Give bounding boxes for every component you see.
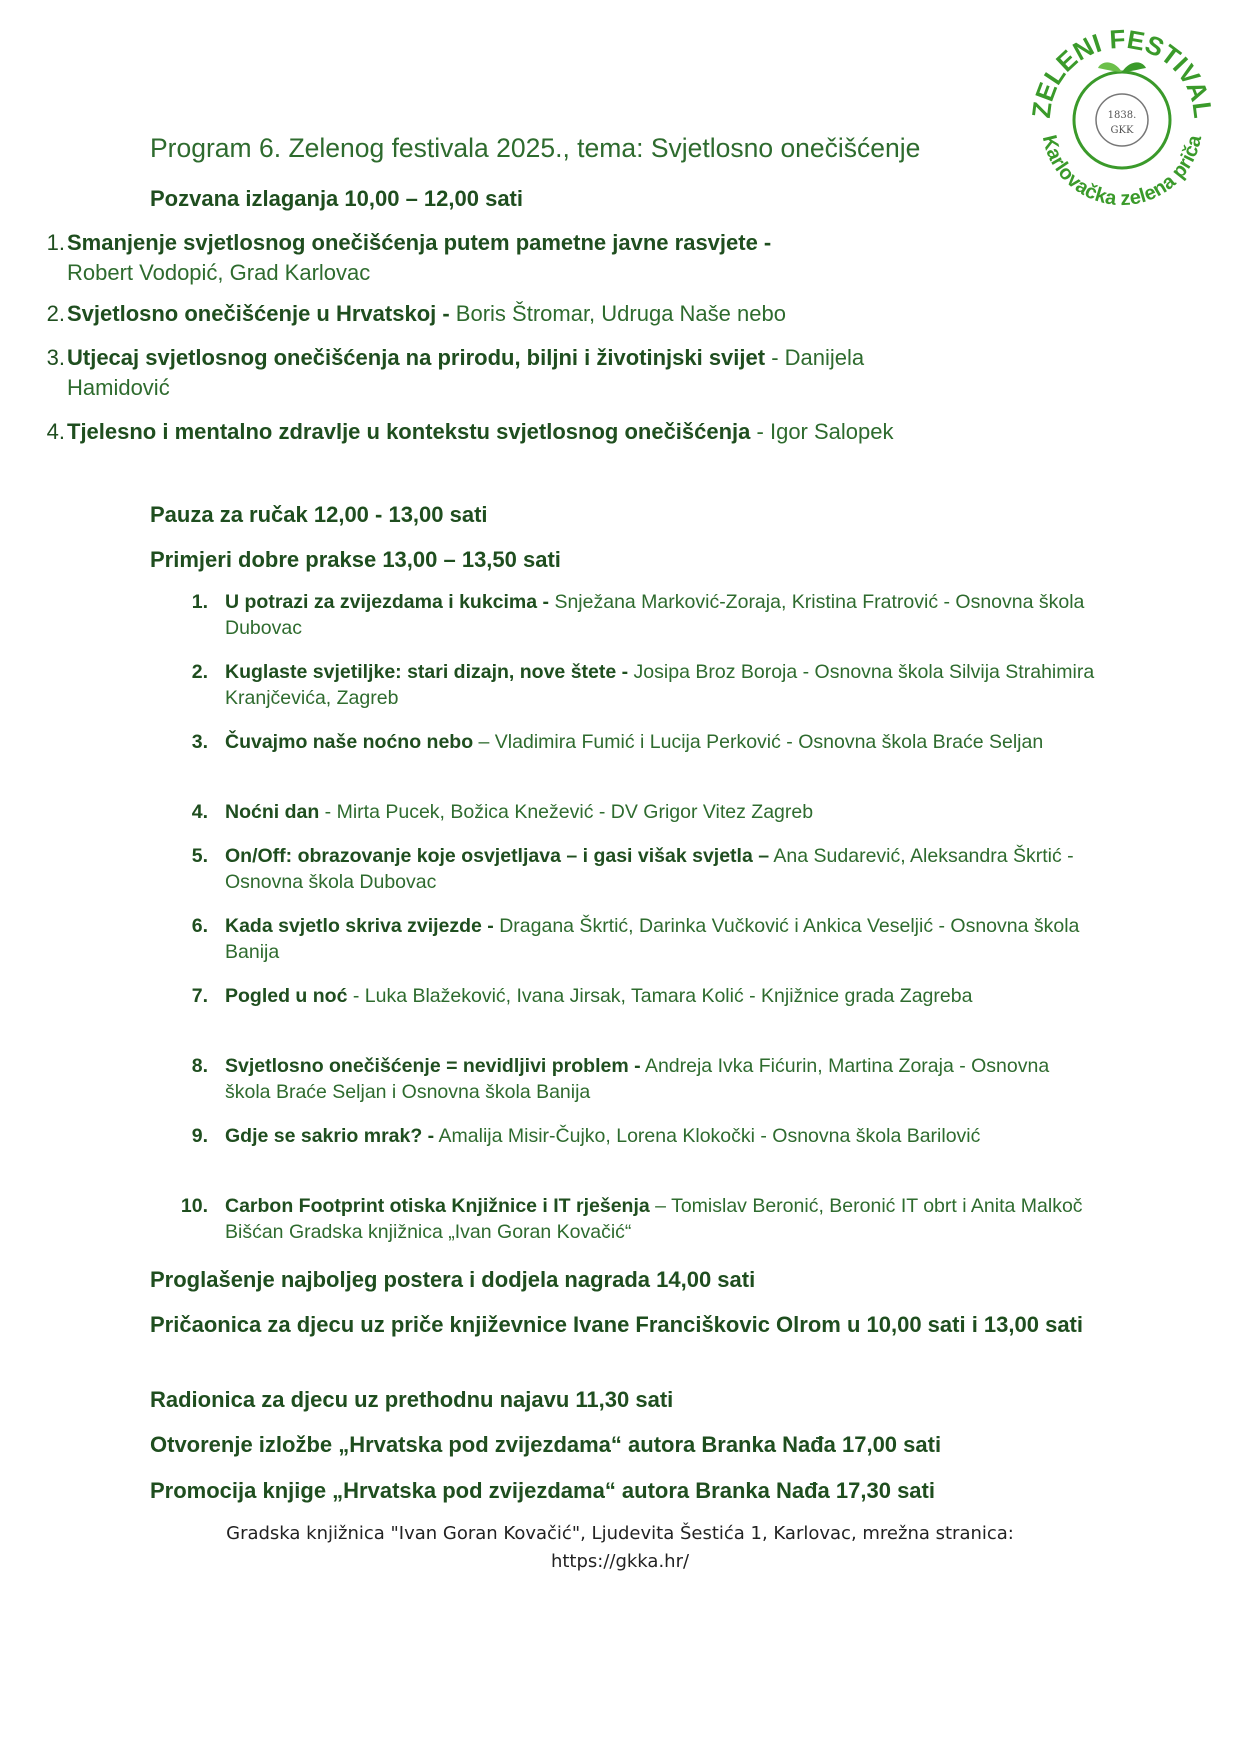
- footer: [150, 1520, 1090, 1576]
- practice-title: Svjetlosno onečišćenje = nevidljivi problem -: [225, 1055, 641, 1077]
- talk-title: Svjetlosno onečišćenje u Hrvatskoj -: [67, 301, 450, 326]
- event-line: Pričaonica za djecu uz priče književnice Ivane Franciškovic Olrom u 10,00 sati i 13,00 sati: [150, 1312, 1083, 1337]
- leaf-icon: [1098, 62, 1122, 72]
- list-item-number: 3.: [46, 345, 65, 370]
- list-item-number: 8.: [191, 1055, 208, 1077]
- list-item-number: 4.: [46, 419, 65, 444]
- lunch-break: Pauza za ručak 12,00 - 13,00 sati: [150, 502, 488, 527]
- list-item-number: 4.: [191, 801, 208, 823]
- practice-authors: Dragana Škrtić, Darinka Vučković i Ankica Veseljić - Osnovna škola Banija: [225, 915, 1080, 963]
- talk-title: Tjelesno i mentalno zdravlje u kontekstu svjetlosnog onečišćenja: [67, 419, 751, 444]
- logo-title-path: ZELENI FESTIVAL: [1025, 23, 1219, 120]
- footer-link[interactable]: https://gkka.hr/: [550, 1551, 690, 1572]
- zeleni-festival-logo: [1022, 20, 1222, 220]
- practice-authors: Amalija Misir-Čujko, Lorena Klokočki - Osnovna škola Barilović: [434, 1125, 981, 1147]
- list-item-number: 9.: [191, 1125, 208, 1147]
- seal-year: 1838.: [1107, 110, 1137, 121]
- list-item-number: 3.: [191, 731, 208, 753]
- practice-title: Carbon Footprint otiska Knjižnice i IT rješenja: [225, 1195, 650, 1217]
- practice-title: On/Off: obrazovanje koje osvjetljava – i gasi višak svjetla –: [225, 845, 770, 867]
- practice-authors: - Mirta Pucek, Božica Knežević - DV Grigor Vitez Zagreb: [319, 801, 814, 823]
- list-item-number: 1.: [46, 230, 65, 255]
- event-line: Promocija knjige „Hrvatska pod zvijezdama“ autora Branka Nađa 17,30 sati: [150, 1478, 935, 1503]
- practice-title: Kuglaste svjetiljke: stari dizajn, nove štete -: [225, 661, 629, 683]
- practice-title: U potrazi za zvijezdama i kukcima -: [225, 591, 550, 613]
- practice-authors: – Vladimira Fumić i Lucija Perković - Osnovna škola Braće Seljan: [473, 731, 1044, 753]
- footer-address: Gradska knjižnica "Ivan Goran Kovačić", Ljudevita Šestića 1, Karlovac, mrežna stranica:: [226, 1523, 1014, 1544]
- event-line: Radionica za djecu uz prethodnu najavu 11,30 sati: [150, 1387, 674, 1412]
- practice-authors: Josipa Broz Boroja - Osnovna škola Silvija Strahimira Kranjčevića, Zagreb: [225, 661, 1095, 709]
- page-title: Program 6. Zelenog festivala 2025., tema: Svjetlosno onečišćenje: [150, 133, 921, 163]
- event-line: Proglašenje najboljeg postera i dodjela nagrada 14,00 sati: [150, 1267, 756, 1292]
- practice-title: Kada svjetlo skriva zvijezde -: [225, 915, 494, 937]
- talk-speaker: - Igor Salopek: [750, 419, 894, 444]
- list-item-number: 6.: [191, 915, 208, 937]
- logo-subtitle: [1038, 132, 1207, 210]
- section-heading-good-practice: Primjeri dobre prakse 13,00 – 13,50 sati: [150, 547, 561, 572]
- leaf-icon: [1122, 62, 1146, 72]
- practice-authors: - Luka Blažeković, Ivana Jirsak, Tamara Kolić - Knjižnice grada Zagreba: [347, 985, 973, 1007]
- list-item-number: 10.: [180, 1195, 208, 1217]
- practice-authors: Andreja Ivka Fićurin, Martina Zoraja - Osnovna škola Braće Seljan i Osnovna škola Banija: [225, 1055, 1050, 1103]
- list-item-number: 7.: [191, 985, 208, 1007]
- practice-authors: Snježana Marković-Zoraja, Kristina Fratrović - Osnovna škola Dubovac: [225, 591, 1085, 639]
- seal-letters: GKK: [1110, 125, 1134, 136]
- practice-title: Noćni dan: [225, 801, 320, 823]
- section-heading-invited-talks: Pozvana izlaganja 10,00 – 12,00 sati: [150, 186, 523, 211]
- practice-authors: – Tomislav Beronić, Beronić IT obrt i Anita Malkoč Bišćan Gradska knjižnica „Ivan Goran Kovačić“: [225, 1195, 1083, 1243]
- talk-title: Smanjenje svjetlosnog onečišćenja putem pametne javne rasvjete -: [67, 230, 772, 255]
- talk-speaker: Boris Štromar, Udruga Naše nebo: [449, 301, 786, 326]
- list-item-number: 2.: [46, 301, 65, 326]
- logo-subtitle-path: Karlovačka zelena priča: [1037, 132, 1207, 211]
- practice-authors: Ana Sudarević, Aleksandra Škrtić - Osnovna škola Dubovac: [225, 845, 1074, 893]
- event-line: Otvorenje izložbe „Hrvatska pod zvijezdama“ autora Branka Nađa 17,00 sati: [150, 1432, 942, 1457]
- talk-speaker: - Danijela Hamidović: [67, 345, 865, 400]
- list-item-number: 1.: [191, 591, 208, 613]
- list-item-number: 5.: [191, 845, 208, 867]
- practice-title: Čuvajmo naše noćno nebo: [225, 731, 474, 753]
- talk-speaker: Robert Vodopić, Grad Karlovac: [67, 260, 371, 285]
- talk-title: Utjecaj svjetlosnog onečišćenja na prirodu, biljni i životinjski svijet: [67, 345, 766, 370]
- list-item-number: 2.: [191, 661, 208, 683]
- practice-title: Gdje se sakrio mrak? -: [225, 1125, 435, 1147]
- practice-title: Pogled u noć: [225, 985, 348, 1007]
